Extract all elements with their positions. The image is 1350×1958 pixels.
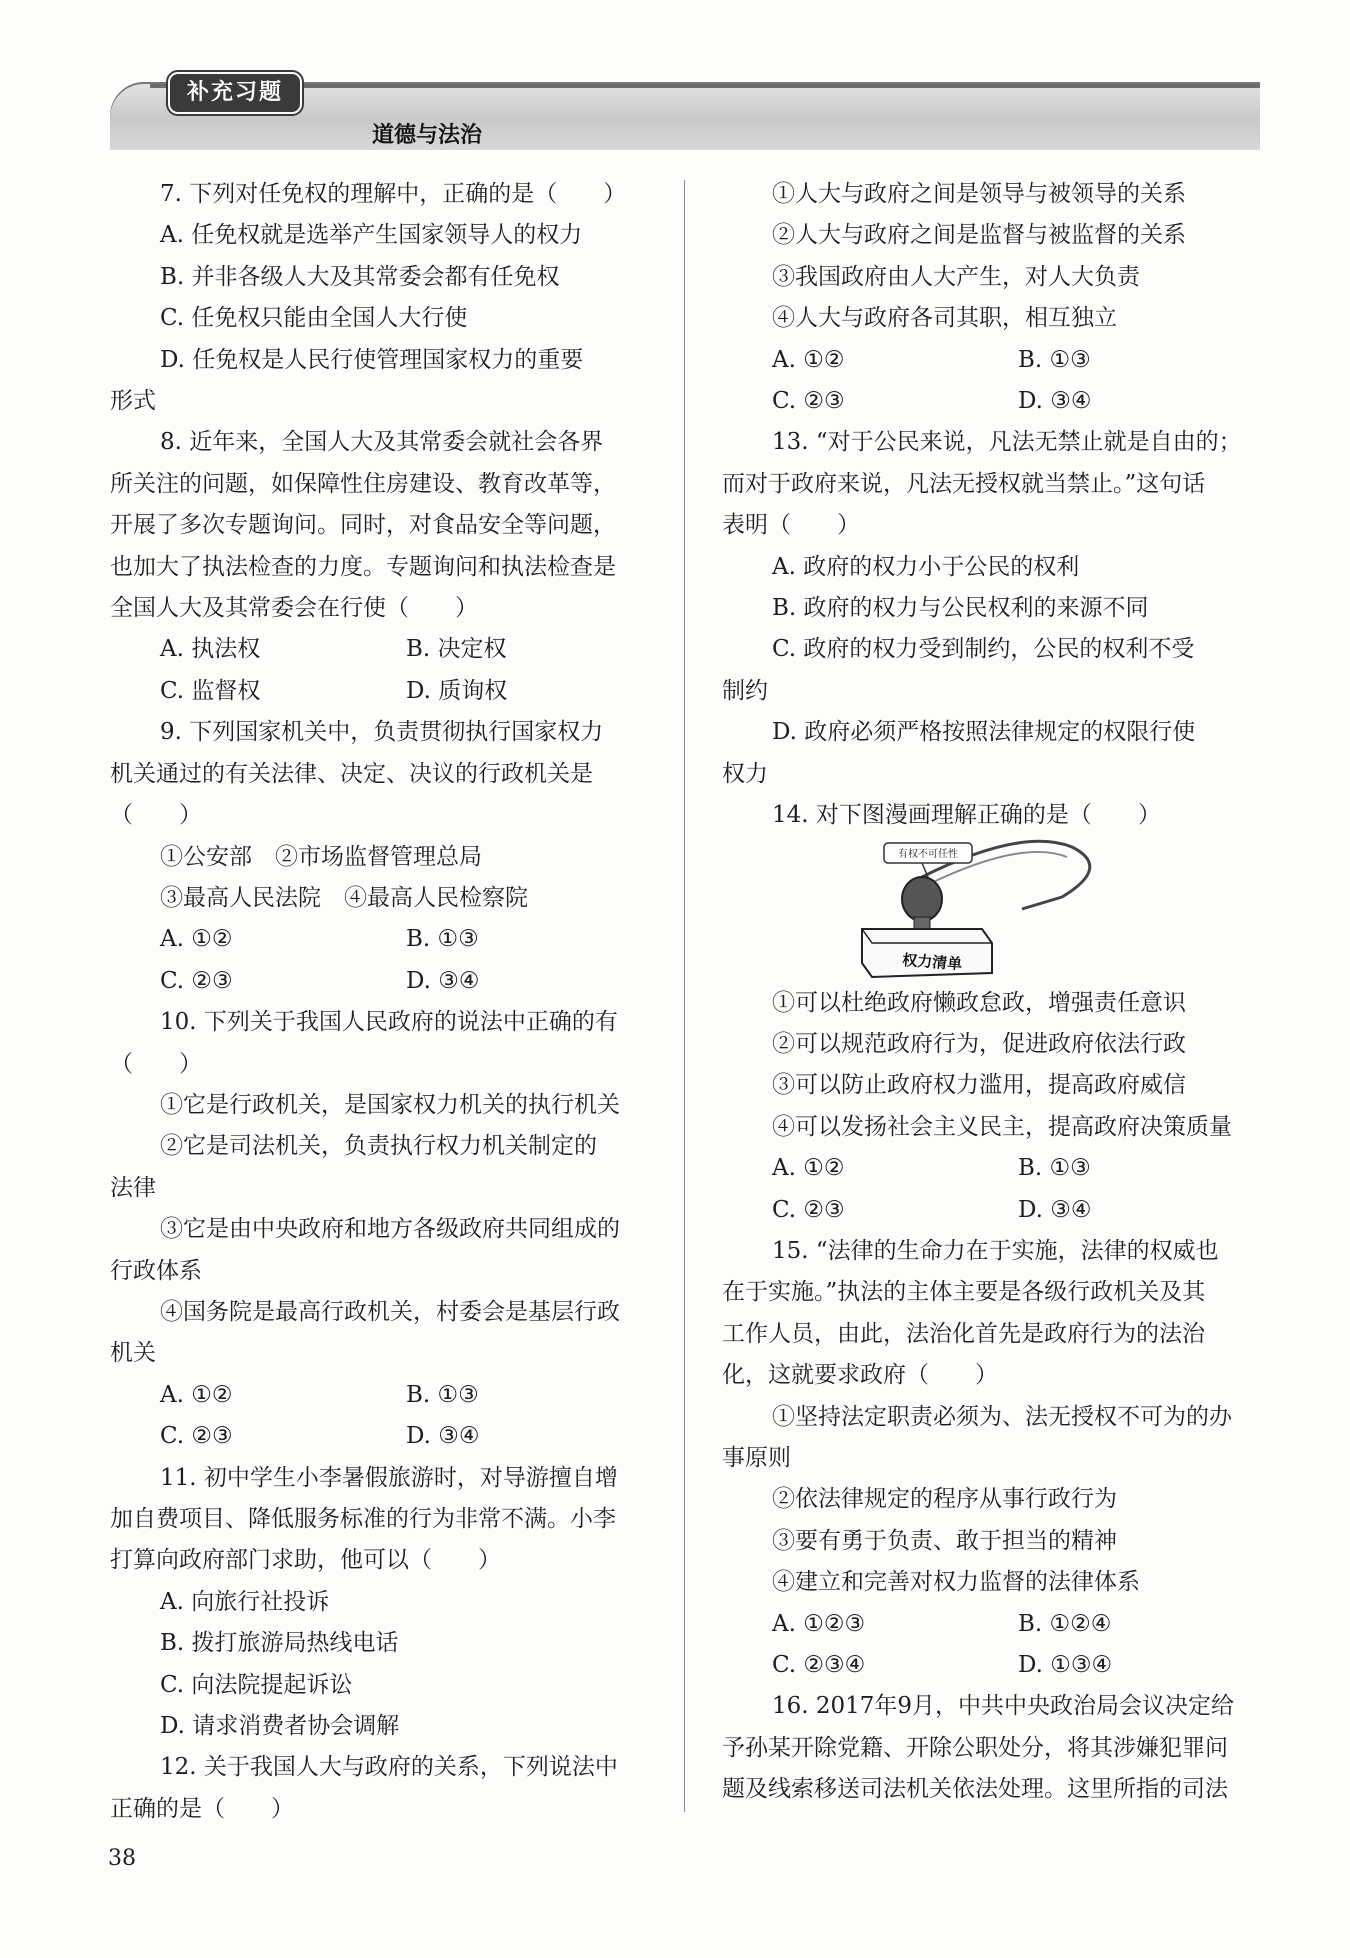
option-text: ④建立和完善对权力监督的法律体系 [772,1569,1140,1596]
answer-option: A. ①② [160,1381,233,1408]
text-line: 机关通过的有关法律、决定、决议的行政机关是 [110,760,593,787]
option-text: B. 政府的权力与公民权利的来源不同 [772,595,1149,622]
text-line: 事原则 [722,1444,791,1471]
subject-title: 道德与法治 [372,123,483,148]
option-row [722,1190,1262,1231]
option-text: ①它是行政机关，是国家权力机关的执行机关 [160,1091,620,1118]
header-rule [150,84,1260,88]
option-text: ①可以杜绝政府懒政怠政，增强责任意识 [772,989,1186,1016]
option-text: ③要有勇于负责、敢于担当的精神 [772,1527,1117,1554]
option-text: ②可以规范政府行为，促进政府依法行政 [772,1030,1186,1057]
option-row [110,671,650,712]
question-text: 9. 下列国家机关中，负责贯彻执行国家权力 [160,719,604,746]
text-line: （ ） [110,1050,202,1077]
text-line: 加自费项目、降低服务标准的行为非常不满。小李 [110,1506,616,1532]
answer-option: B. ①③ [406,1381,479,1408]
cartoon-illustration [722,837,1262,983]
text-line: 予孙某开除党籍、开除公职处分，将其涉嫌犯罪问 [722,1734,1228,1761]
text-line: 法律 [110,1174,156,1201]
text-line: 题及线索移送司法机关依法处理。这里所指的司法 [722,1776,1228,1803]
answer-option: C. ②③ [160,967,233,994]
answer-option: C. ②③ [160,1423,233,1450]
text-line: 在于实施。”执法的主体主要是各级行政机关及其 [722,1279,1206,1306]
section-tab: 补充习题 [168,72,302,114]
answer-option: A. ①② [772,1155,845,1182]
option-text: ①坚持法定职责必须为、法无授权不可为的办 [772,1403,1232,1430]
answer-option: C. ②③ [772,388,845,415]
answer-option: B. 决定权 [406,636,507,663]
answer-option: D. ③④ [1018,1196,1092,1223]
cartoon-box-label: 权力清单 [901,950,963,973]
answer-option: B. ①③ [406,926,479,953]
answer-option: D. ③④ [406,967,480,994]
option-text: ②它是司法机关，负责执行权力机关制定的 [160,1133,597,1160]
question-text: 10. 下列关于我国人民政府的说法中正确的有 [160,1009,618,1036]
option-text: A. 向旅行社投诉 [160,1588,330,1615]
answer-option: A. 执法权 [160,636,261,663]
option-text: C. 政府的权力受到制约，公民的权利不受 [772,636,1195,663]
answer-option: C. ②③ [772,1196,845,1223]
option-row [110,961,650,1002]
text-line: 权力 [722,760,768,787]
option-row [722,1148,1262,1189]
option-text: ③它是由中央政府和地方各级政府共同组成的 [160,1216,620,1243]
answer-option: A. ①② [772,346,845,373]
question-text: 12. 关于我国人大与政府的关系，下列说法中 [160,1754,618,1781]
right-column [722,174,1262,1811]
answer-option: D. ③④ [406,1423,480,1450]
text-line: 形式 [110,388,156,415]
option-row [722,1604,1262,1645]
option-text: C. 向法院提起诉讼 [160,1671,353,1698]
answer-option: B. ①③ [1018,346,1091,373]
cartoon-bubble-text: 有权不可任性 [898,848,958,860]
text-line: 所关注的问题，如保障性住房建设、教育改革等， [110,470,616,497]
text-line: 开展了多次专题询问。同时，对食品安全等问题， [110,512,616,539]
text-line: 而对于政府来说，凡法无授权就当禁止。”这句话 [722,470,1206,497]
question-text: 7. 下列对任免权的理解中，正确的是（ ） [160,181,627,207]
option-text: A. 政府的权力小于公民的权利 [772,553,1080,580]
option-text: ①公安部 ②市场监督管理总局 [160,843,482,870]
answer-option: D. 质询权 [406,677,508,704]
power-list-cartoon [722,837,1262,983]
text-line: 也加大了执法检查的力度。专题询问和执法检查是 [110,553,616,580]
question-text: 16. 2017年9月，中共中央政治局会议决定给 [772,1693,1235,1720]
answer-option: B. ①②④ [1018,1610,1112,1637]
text-line: 全国人大及其常委会在行使（ ） [110,595,478,622]
option-text: ④人大与政府各司其职，相互独立 [772,305,1117,332]
question-text: 8. 近年来，全国人大及其常委会就社会各界 [160,429,604,456]
option-row [110,1416,650,1457]
option-text: ①人大与政府之间是领导与被领导的关系 [772,181,1186,207]
answer-option: D. ③④ [1018,388,1092,415]
option-text: D. 任免权是人民行使管理国家权力的重要 [160,346,584,373]
option-row [722,381,1262,422]
left-column [110,174,650,1830]
question-text: 15. “法律的生命力在于实施，法律的权威也 [772,1237,1219,1264]
option-row [722,340,1262,381]
option-row [722,1645,1262,1686]
answer-option: C. ②③④ [772,1652,866,1678]
answer-option: A. ①②③ [772,1610,866,1637]
text-line: 工作人员，由此，法治化首先是政府行为的法治 [722,1320,1205,1347]
option-text: ④可以发扬社会主义民主，提高政府决策质量 [772,1113,1232,1140]
page-number: 38 [108,1846,136,1871]
question-text: 14. 对下图漫画理解正确的是（ ） [772,802,1161,829]
option-text: ③可以防止政府权力滥用，提高政府威信 [772,1072,1186,1099]
text-line: 正确的是（ ） [110,1795,294,1822]
question-text: 13. “对于公民来说，凡法无禁止就是自由的； [772,429,1242,456]
text-line: 行政体系 [110,1257,202,1284]
option-text: B. 并非各级人大及其常委会都有任免权 [160,263,560,290]
option-text: ④国务院是最高行政机关，村委会是基层行政 [160,1298,620,1325]
answer-option: A. ①② [160,926,233,953]
option-text: C. 任免权只能由全国人大行使 [160,305,468,332]
answer-option: C. 监督权 [160,677,261,704]
option-text: A. 任免权就是选举产生国家领导人的权力 [160,222,583,249]
option-text: D. 政府必须严格按照法律规定的权限行使 [772,719,1196,746]
option-row [110,629,650,670]
text-line: 化，这就要求政府（ ） [722,1362,998,1389]
text-line: 制约 [722,677,768,704]
question-text: 11. 初中学生小李暑假旅游时，对导游擅自增 [160,1464,618,1491]
option-text: ③最高人民法院 ④最高人民检察院 [160,884,528,911]
text-line: 表明（ ） [722,512,860,539]
text-line: （ ） [110,802,202,829]
text-line: 打算向政府部门求助，他可以（ ） [110,1547,501,1574]
option-row [110,1375,650,1416]
option-text: ③我国政府由人大产生，对人大负责 [772,263,1140,290]
answer-option: D. ①③④ [1018,1652,1113,1678]
column-divider [684,180,685,1812]
answer-option: B. ①③ [1018,1155,1091,1182]
option-text: ②人大与政府之间是监督与被监督的关系 [772,222,1186,249]
option-text: B. 拨打旅游局热线电话 [160,1630,399,1657]
option-text: D. 请求消费者协会调解 [160,1713,400,1740]
text-line: 机关 [110,1340,156,1367]
option-text: ②依法律规定的程序从事行政行为 [772,1486,1117,1513]
option-row [110,919,650,960]
